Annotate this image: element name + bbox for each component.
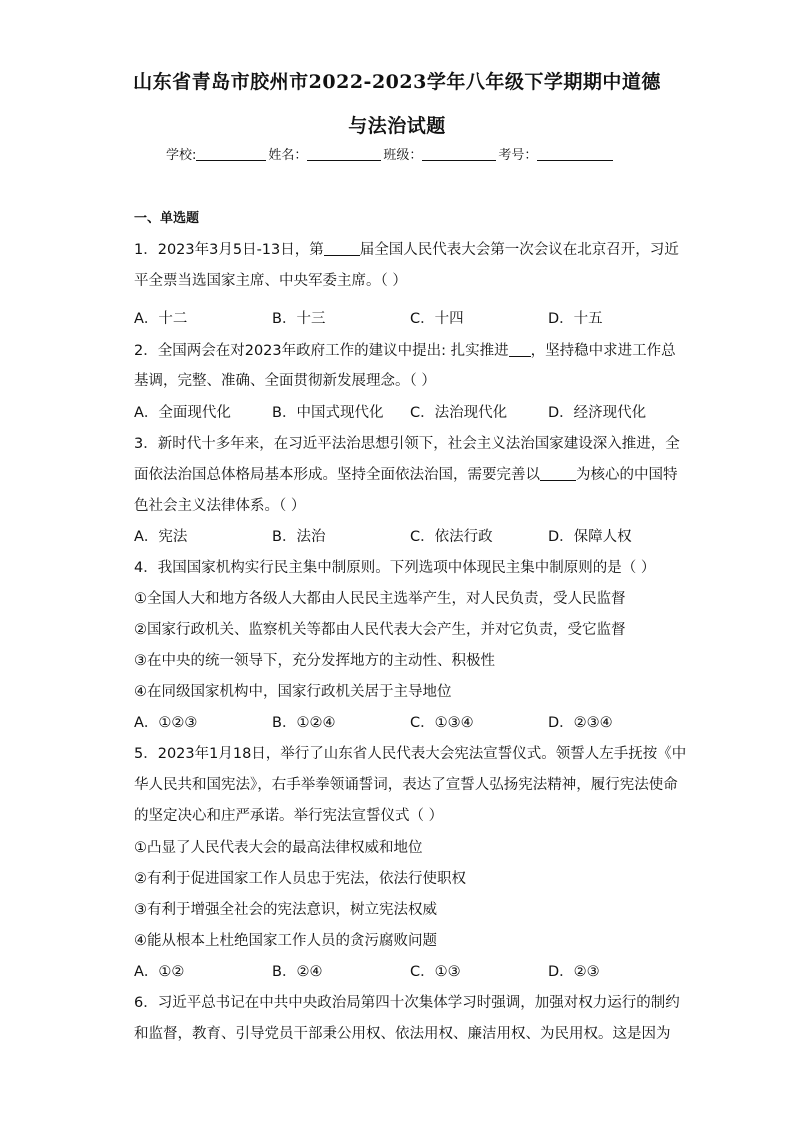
question-5-line-1: 5．2023年1月18日，举行了山东省人民代表大会宪法宣誓仪式。领誓人左手抚按《中 — [134, 746, 687, 762]
question-5-line-3: 的坚定决心和庄严承诺。举行宪法宣誓仪式（ ） — [134, 808, 444, 824]
q1-option-d: D．十五 — [548, 311, 603, 327]
section-heading: 一、单选题 — [134, 211, 200, 226]
q4-statement-3: ③在中央的统一领导下，充分发挥地方的主动性、积极性 — [134, 653, 495, 669]
q5-option-c: C．①③ — [410, 964, 461, 980]
q5-statement-4: ④能从根本上杜绝国家工作人员的贪污腐败问题 — [134, 933, 437, 949]
q3-option-b: B．法治 — [272, 529, 326, 545]
q4-option-d: D．②③④ — [548, 715, 613, 731]
q2-option-d: D．经济现代化 — [548, 405, 647, 421]
question-2-line-1: 2．全国两会在对2023年政府工作的建议中提出: 扎实推进 ，坚持稳中求进工作总 — [134, 343, 676, 359]
question-3-line-3: 色社会主义法律体系。（ ） — [134, 498, 306, 514]
q1-option-b: B．十三 — [272, 311, 326, 327]
q1-option-a: A．十二 — [134, 311, 188, 327]
question-6-line-1: 6．习近平总书记在中共中央政治局第四十次集体学习时强调，加强对权力运行的制约 — [134, 995, 680, 1011]
fill-blank — [509, 342, 531, 357]
q4-statement-2: ②国家行政机关、监察机关等都由人民代表大会产生，并对它负责，受它监督 — [134, 622, 626, 638]
page-title: 山东省青岛市胶州市2022-2023学年八年级下学期期中道德 — [133, 71, 661, 93]
number-label: 考号： — [498, 148, 538, 163]
question-3-line-2: 面依法治国总体格局基本形成。坚持全面依法治国，需要完善以 为核心的中国特 — [134, 467, 678, 483]
class-blank — [422, 148, 496, 161]
student-info-row — [166, 144, 613, 163]
q5-option-a: A．①② — [134, 964, 185, 980]
q2-option-b: B．中国式现代化 — [272, 405, 384, 421]
school-label: 学校: — [166, 148, 197, 163]
q1-option-c: C．十四 — [410, 311, 464, 327]
question-6-line-2: 和监督，教育、引导党员干部秉公用权、依法用权、廉洁用权、为民用权。这是因为 — [134, 1026, 671, 1042]
q4-statement-1: ①全国人大和地方各级人大都由人民民主选举产生，对人民负责，受人民监督 — [134, 591, 626, 607]
fill-blank — [324, 241, 360, 256]
number-blank — [537, 148, 613, 161]
q3-option-d: D．保障人权 — [548, 529, 632, 545]
school-blank — [196, 148, 266, 161]
q2-option-a: A．全面现代化 — [134, 405, 231, 421]
question-5-line-2: 华人民共和国宪法》，右手举拳领诵誓词，表达了宣誓人弘扬宪法精神，履行宪法使命 — [134, 777, 678, 793]
question-1-line-2: 平全票当选国家主席、中央军委主席。（ ） — [134, 273, 407, 289]
q5-statement-3: ③有利于增强全社会的宪法意识，树立宪法权威 — [134, 902, 437, 918]
fill-blank — [540, 466, 576, 481]
q5-option-b: B．②④ — [272, 964, 323, 980]
page-title-line2: 与法治试题 — [348, 115, 446, 137]
q4-option-c: C．①③④ — [410, 715, 474, 731]
q5-statement-1: ①凸显了人民代表大会的最高法律权威和地位 — [134, 840, 423, 856]
question-3-line-1: 3．新时代十多年来，在习近平法治思想引领下，社会主义法治国家建设深入推进，全 — [134, 436, 680, 452]
class-label: 班级： — [383, 148, 423, 163]
name-blank — [307, 148, 381, 161]
q3-option-c: C．依法行政 — [410, 529, 493, 545]
q2-option-c: C．法治现代化 — [410, 405, 508, 421]
q4-option-b: B．①②④ — [272, 715, 336, 731]
q4-option-a: A．①②③ — [134, 715, 198, 731]
q3-option-a: A．宪法 — [134, 529, 188, 545]
name-label: 姓名： — [268, 148, 308, 163]
question-2-line-2: 基调，完整、准确、全面贯彻新发展理念。（ ） — [134, 373, 436, 389]
q5-statement-2: ②有利于促进国家工作人员忠于宪法，依法行使职权 — [134, 871, 466, 887]
q5-option-d: D．②③ — [548, 964, 600, 980]
q4-statement-4: ④在同级国家机构中，国家行政机关居于主导地位 — [134, 684, 452, 700]
question-4-line-1: 4．我国国家机构实行民主集中制原则。下列选项中体现民主集中制原则的是（ ） — [134, 560, 656, 576]
question-1-line-1: 1．2023年3月5日-13日，第 届全国人民代表大会第一次会议在北京召开，习近 — [134, 242, 679, 258]
